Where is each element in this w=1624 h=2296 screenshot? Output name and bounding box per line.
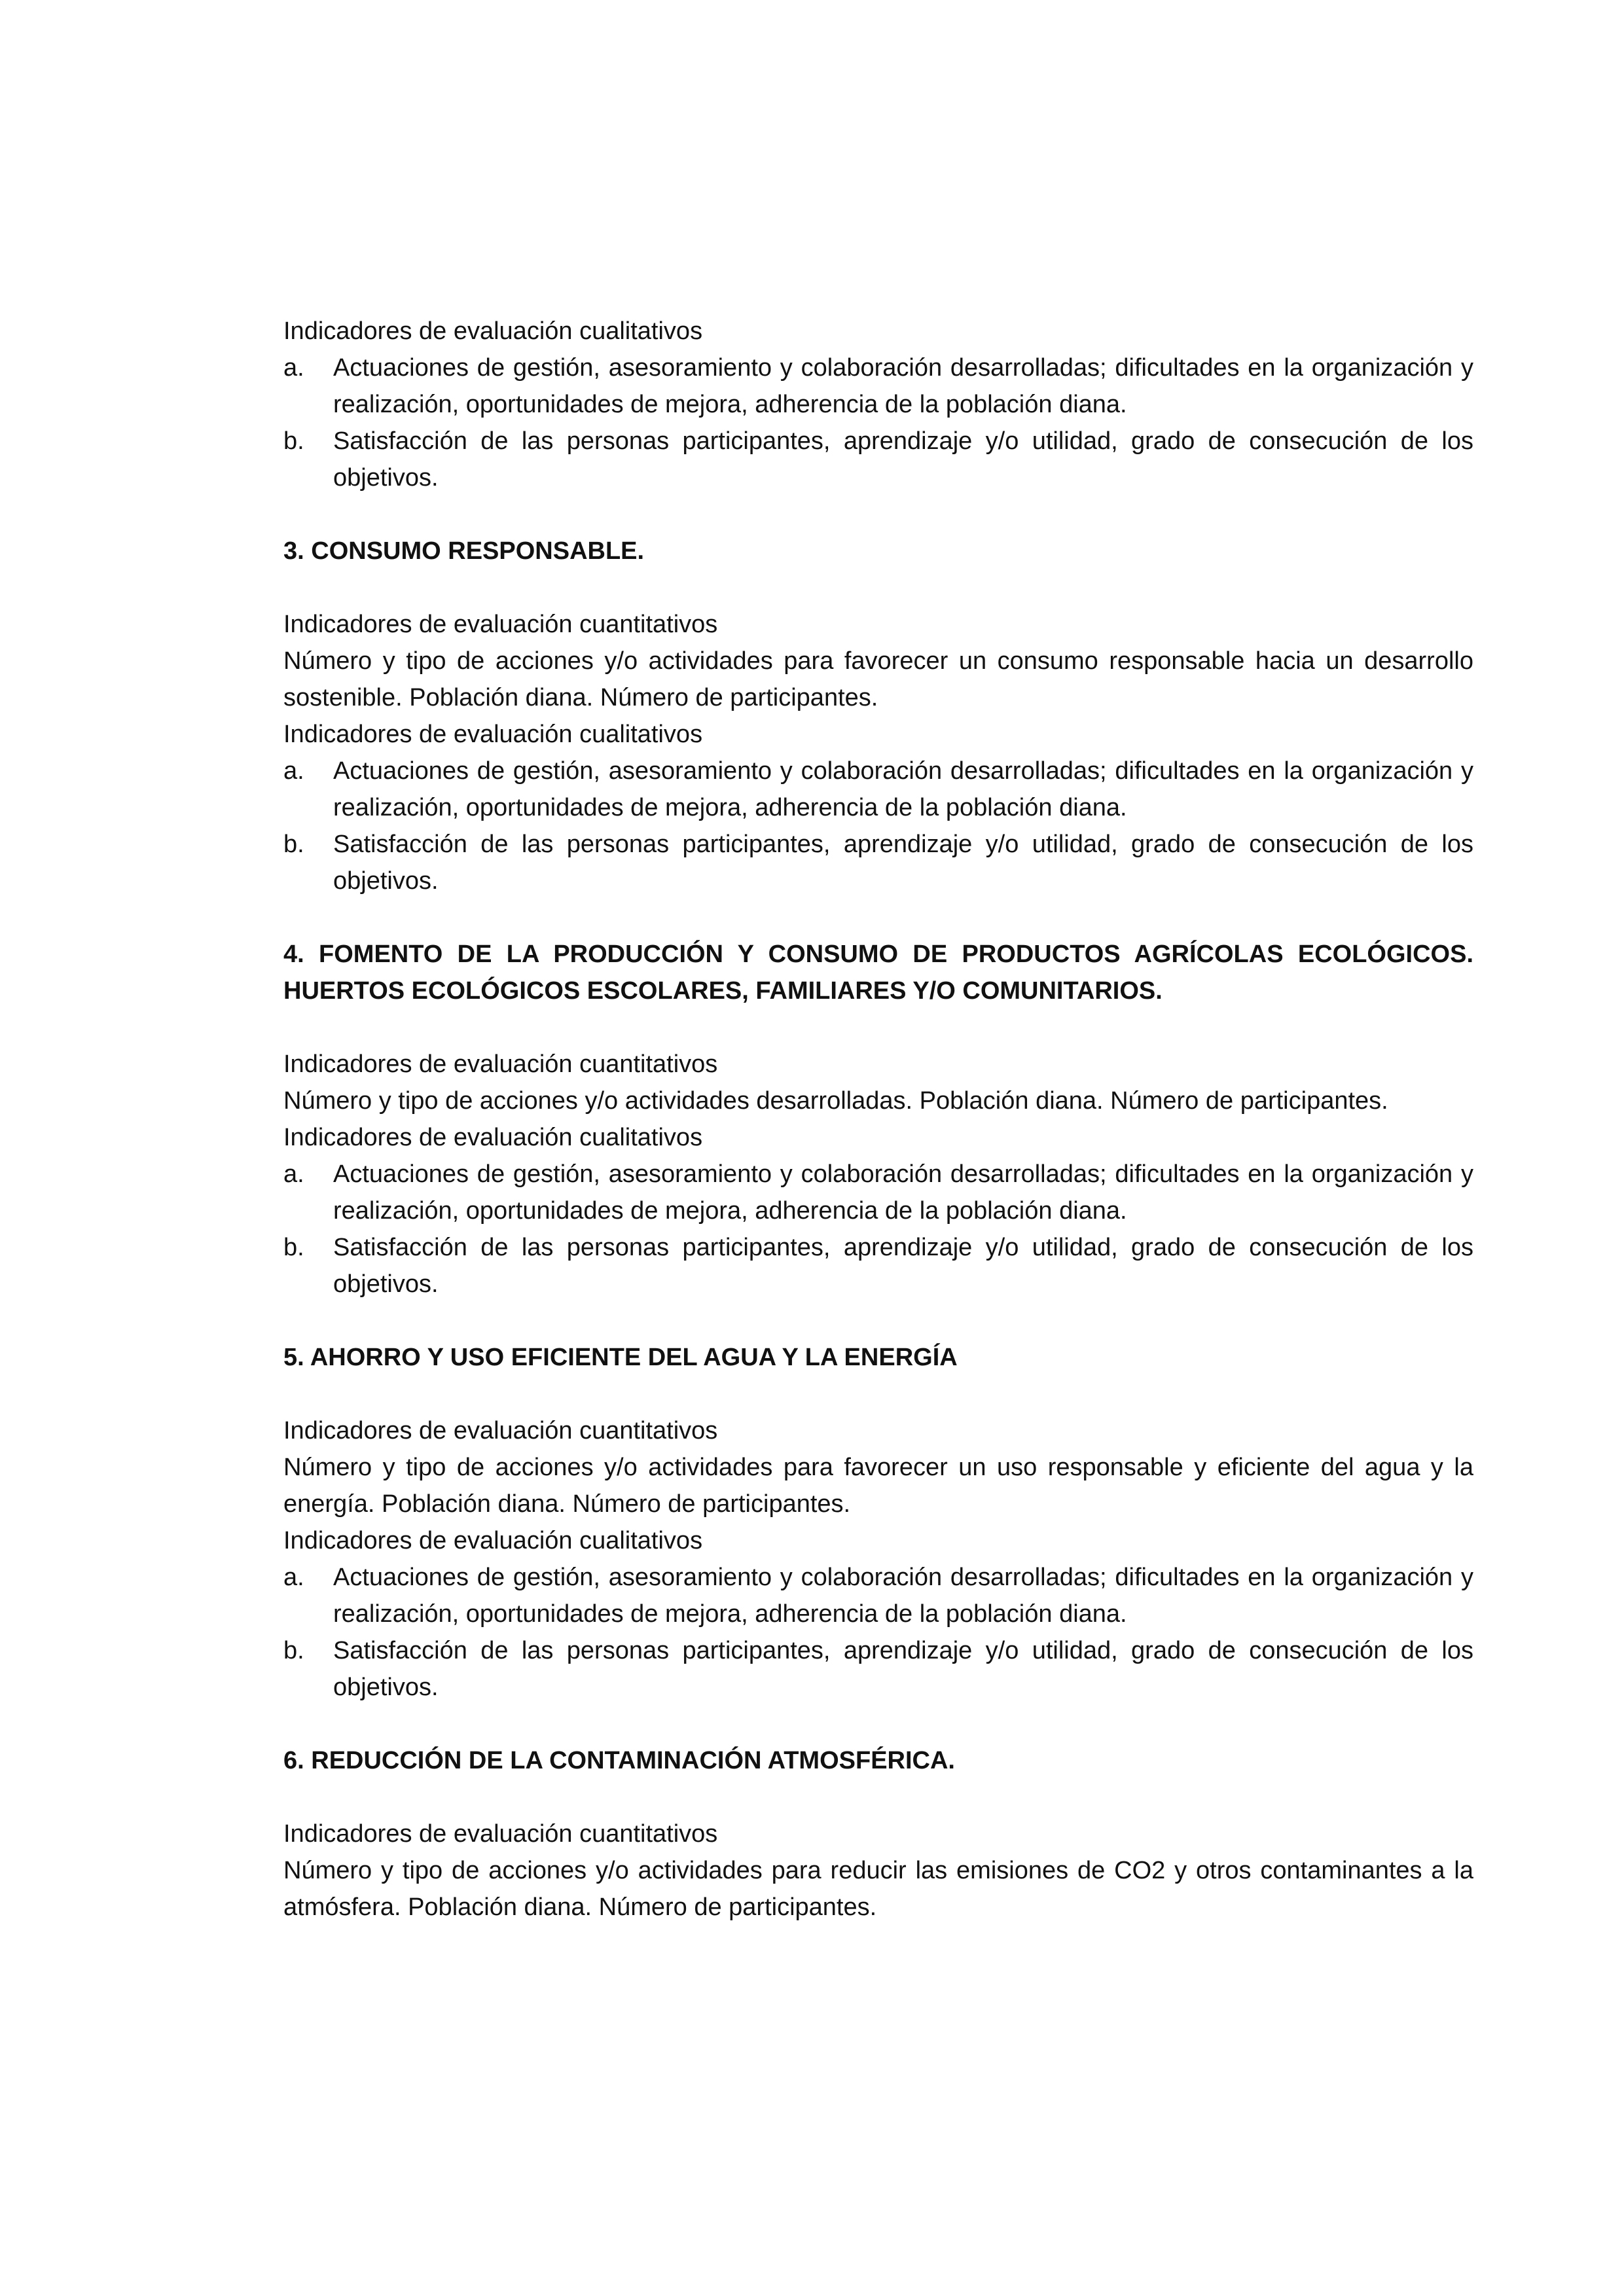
quantitative-indicators-label: Indicadores de evaluación cuantitativos (283, 611, 718, 638)
list-item-text: Actuaciones de gestión, asesoramiento y colaboración desarrolladas; dificultades en la organización y realización, oportunidades de mejora, adherencia de la población diana. (333, 757, 1473, 821)
section-heading-agua-energia: 5. AHORRO Y USO EFICIENTE DEL AGUA Y LA ENERGÍA (283, 1344, 958, 1371)
quantitative-indicators-text: Número y tipo de acciones y/o actividades para favorecer un consumo responsable hacia un desarrollo sostenible. Población diana. Número de participantes. (283, 647, 1473, 711)
list-marker: a. (283, 354, 304, 382)
list-item-text: Satisfacción de las personas participantes, aprendizaje y/o utilidad, grado de consecución de los objetivos. (333, 831, 1473, 895)
list-item (283, 826, 1473, 899)
list-marker: b. (283, 427, 304, 455)
list-marker: a. (283, 1160, 304, 1188)
section-heading-productos-ecologicos: 4. FOMENTO DE LA PRODUCCIÓN Y CONSUMO DE PRODUCTOS AGRÍCOLAS ECOLÓGICOS. HUERTOS ECOLÓGICOS ESCOLARES, FAMILIARES Y/O COMUNITARIOS. (283, 941, 1473, 1005)
list-item (283, 1632, 1473, 1706)
quantitative-indicators-label: Indicadores de evaluación cuantitativos (283, 1417, 718, 1444)
list-item-text: Satisfacción de las personas participantes, aprendizaje y/o utilidad, grado de consecución de los objetivos. (333, 1637, 1473, 1701)
document-page (283, 313, 1473, 1926)
quantitative-indicators-text: Número y tipo de acciones y/o actividades para favorecer un uso responsable y eficiente del agua y la energía. Población diana. Número de participantes. (283, 1454, 1473, 1518)
quantitative-indicators-label: Indicadores de evaluación cuantitativos (283, 1050, 718, 1078)
list-marker: a. (283, 757, 304, 785)
qualitative-indicators-list (283, 1156, 1473, 1302)
list-marker: a. (283, 1564, 304, 1591)
list-item-text: Actuaciones de gestión, asesoramiento y colaboración desarrolladas; dificultades en la organización y realización, oportunidades de mejora, adherencia de la población diana. (333, 1564, 1473, 1628)
list-marker: b. (283, 1234, 304, 1261)
qualitative-indicators-list (283, 753, 1473, 899)
quantitative-indicators-text: Número y tipo de acciones y/o actividades para reducir las emisiones de CO2 y otros contaminantes a la atmósfera. Población diana. Número de participantes. (283, 1857, 1473, 1921)
list-item (283, 1559, 1473, 1632)
list-item-text: Actuaciones de gestión, asesoramiento y colaboración desarrolladas; dificultades en la organización y realización, oportunidades de mejora, adherencia de la población diana. (333, 1160, 1473, 1225)
qualitative-indicators-list (283, 1559, 1473, 1706)
section-heading-contaminacion-atmosferica: 6. REDUCCIÓN DE LA CONTAMINACIÓN ATMOSFÉRICA. (283, 1747, 955, 1774)
list-item (283, 1156, 1473, 1229)
list-item (283, 350, 1473, 423)
list-marker: b. (283, 831, 304, 858)
section-heading-consumo-responsable: 3. CONSUMO RESPONSABLE. (283, 537, 645, 565)
list-item (283, 753, 1473, 826)
list-item-text: Satisfacción de las personas participantes, aprendizaje y/o utilidad, grado de consecución de los objetivos. (333, 1234, 1473, 1298)
qualitative-indicators-label: Indicadores de evaluación cualitativos (283, 1527, 703, 1554)
list-item (283, 1229, 1473, 1302)
qualitative-indicators-label: Indicadores de evaluación cualitativos (283, 317, 703, 345)
list-item-text: Actuaciones de gestión, asesoramiento y colaboración desarrolladas; dificultades en la organización y realización, oportunidades de mejora, adherencia de la población diana. (333, 354, 1473, 418)
qualitative-indicators-label: Indicadores de evaluación cualitativos (283, 721, 703, 748)
qualitative-indicators-list (283, 350, 1473, 496)
qualitative-indicators-label: Indicadores de evaluación cualitativos (283, 1124, 703, 1151)
quantitative-indicators-label: Indicadores de evaluación cuantitativos (283, 1820, 718, 1848)
list-item-text: Satisfacción de las personas participantes, aprendizaje y/o utilidad, grado de consecución de los objetivos. (333, 427, 1473, 492)
quantitative-indicators-text: Número y tipo de acciones y/o actividades desarrolladas. Población diana. Número de participantes. (283, 1087, 1388, 1115)
list-marker: b. (283, 1637, 304, 1664)
list-item (283, 423, 1473, 496)
